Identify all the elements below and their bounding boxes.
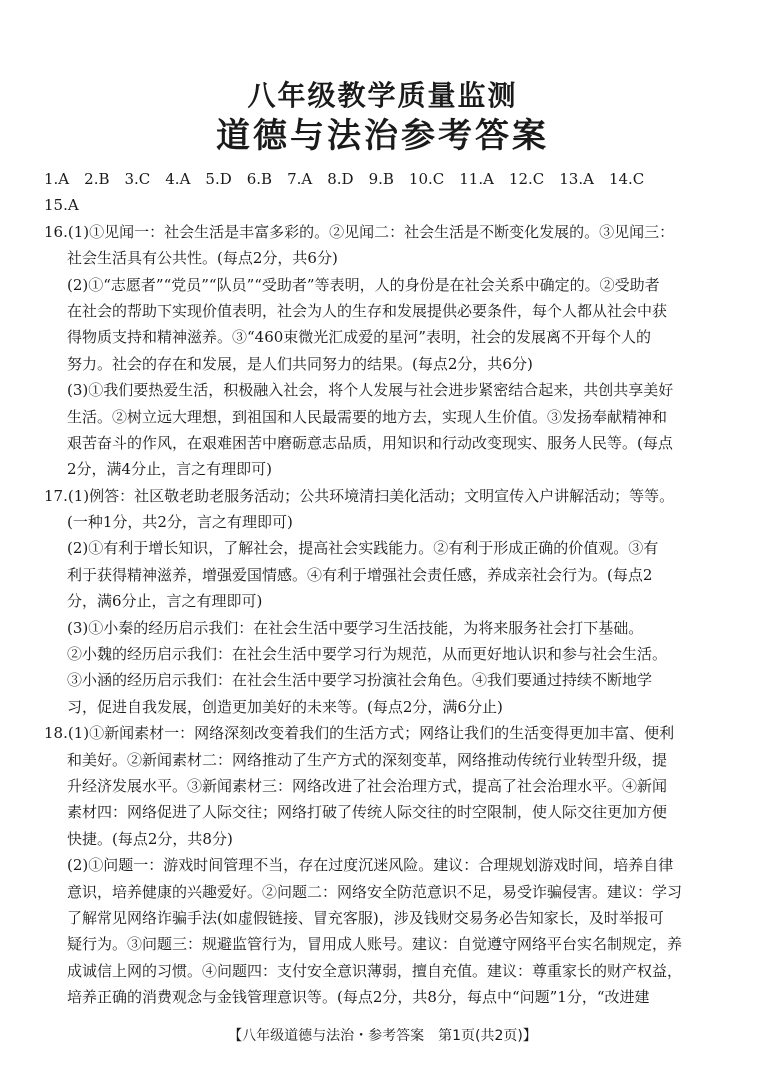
answer-line: 了解常见网络诈骗手法(如虚假链接、冒充客服)，涉及钱财交易务必告知家长，及时举报可 bbox=[67, 908, 664, 927]
answer-line: ③小涵的经历启示我们：在社会生活中要学习扮演社会角色。④我们要通过持续不断地学 bbox=[67, 671, 653, 690]
answer-line: 快捷。(每点2分，共8分) bbox=[67, 829, 233, 848]
page-footer: 【八年级道德与法治・参考答案 第1页(共2页)】 bbox=[228, 1028, 537, 1044]
answer-line: 17.(1)例答：社区敬老助老服务活动；公共环境清扫美化活动；文明宣传入户讲解活动；等等。 bbox=[44, 486, 675, 505]
answer-key-title: 道德与法治参考答案 bbox=[216, 116, 549, 156]
answer-line: 社会生活具有公共性。(每点2分，共6分) bbox=[67, 249, 338, 268]
answer-line: ②小魏的经历启示我们：在社会生活中要学习行为规范，从而更好地认识和参与社会生活。 bbox=[67, 645, 668, 664]
answer-line: 1.A 2.B 3.C 4.A 5.D 6.B 7.A 8.D 9.B 10.C 11.A 12.C 13.A 14.C bbox=[44, 170, 645, 188]
answer-line: (3)①我们要热爱生活，积极融入社会，将个人发展与社会进步紧密结合起来，共创共享美好 bbox=[67, 381, 674, 400]
answer-line: 艰苦奋斗的作风，在艰难困苦中磨砺意志品质，用知识和行动改变现实、服务人民等。(每点 bbox=[67, 433, 673, 452]
answer-line: (2)①“志愿者”“党员”“队员”“受助者”等表明，人的身份是在社会关系中确定的。②受助者 bbox=[67, 275, 660, 294]
answer-line: 习，促进自我发展，创造更加美好的未来等。(每点2分，满6分止) bbox=[67, 697, 503, 716]
answer-line: 努力。社会的存在和发展，是人们共同努力的结果。(每点2分，共6分) bbox=[67, 354, 533, 373]
answer-line: (2)①有利于增长知识，了解社会，提高社会实践能力。②有利于形成正确的价值观。③有 bbox=[67, 539, 659, 558]
answer-line: 分，满6分止，言之有理即可) bbox=[67, 592, 263, 611]
answer-line: (2)①问题一：游戏时间管理不当，存在过度沉迷风险。建议：合理规划游戏时间，培养自律 bbox=[67, 856, 674, 875]
answer-line: 16.(1)①见闻一：社会生活是丰富多彩的。②见闻二：社会生活是不断变化发展的。③见闻三： bbox=[44, 222, 675, 241]
answer-line: 疑行为。③问题三：规避监管行为，冒用成人账号。建议：自觉遵守网络平台实名制规定，养 bbox=[67, 935, 683, 954]
answer-line: 在社会的帮助下实现价值表明，社会为人的生存和发展提供必要条件，每个人都从社会中获 bbox=[67, 301, 668, 320]
answer-line: 得物质支持和精神滋养。③“460束微光汇成爱的星河”表明，社会的发展离不开每个人的 bbox=[67, 328, 651, 347]
answer-line: 生活。②树立远大理想，到祖国和人民最需要的地方去，实现人生价值。③发扬奉献精神和 bbox=[67, 407, 668, 426]
answer-line: (一种1分，共2分，言之有理即可) bbox=[67, 513, 293, 532]
answer-line: 成诚信上网的习惯。④问题四：支付安全意识薄弱，擅自充值。建议：尊重家长的财产权益， bbox=[67, 961, 683, 980]
answer-line: 培养正确的消费观念与金钱管理意识等。(每点2分，共8分，每点中“问题”1分，“改进建 bbox=[67, 988, 650, 1007]
answer-line: (3)①小秦的经历启示我们：在社会生活中要学习生活技能，为将来服务社会打下基础。 bbox=[67, 618, 644, 637]
exam-title: 八年级教学质量监测 bbox=[247, 79, 518, 112]
answer-line: 意识，培养健康的兴趣爱好。②问题二：网络安全防范意识不足，易受诈骗侵害。建议：学习 bbox=[67, 882, 683, 901]
answer-line: 利于获得精神滋养，增强爱国情感。④有利于增强社会责任感，养成亲社会行为。(每点2 bbox=[67, 565, 653, 584]
answer-line: 18.(1)①新闻素材一：网络深刻改变着我们的生活方式；网络让我们的生活变得更加丰富、便利 bbox=[44, 724, 675, 743]
answer-line: 和美好。②新闻素材二：网络推动了生产方式的深刻变革，网络推动传统行业转型升级，提 bbox=[67, 750, 668, 769]
answer-line: 素材四：网络促进了人际交往；网络打破了传统人际交往的时空限制，使人际交往更加方便 bbox=[67, 803, 668, 822]
answer-body bbox=[44, 166, 724, 1011]
answer-line: 2分，满4分止，言之有理即可) bbox=[67, 460, 272, 479]
answer-line: 15.A bbox=[44, 196, 79, 215]
answer-line: 升经济发展水平。③新闻素材三：网络改进了社会治理方式，提高了社会治理水平。④新闻 bbox=[67, 776, 668, 795]
